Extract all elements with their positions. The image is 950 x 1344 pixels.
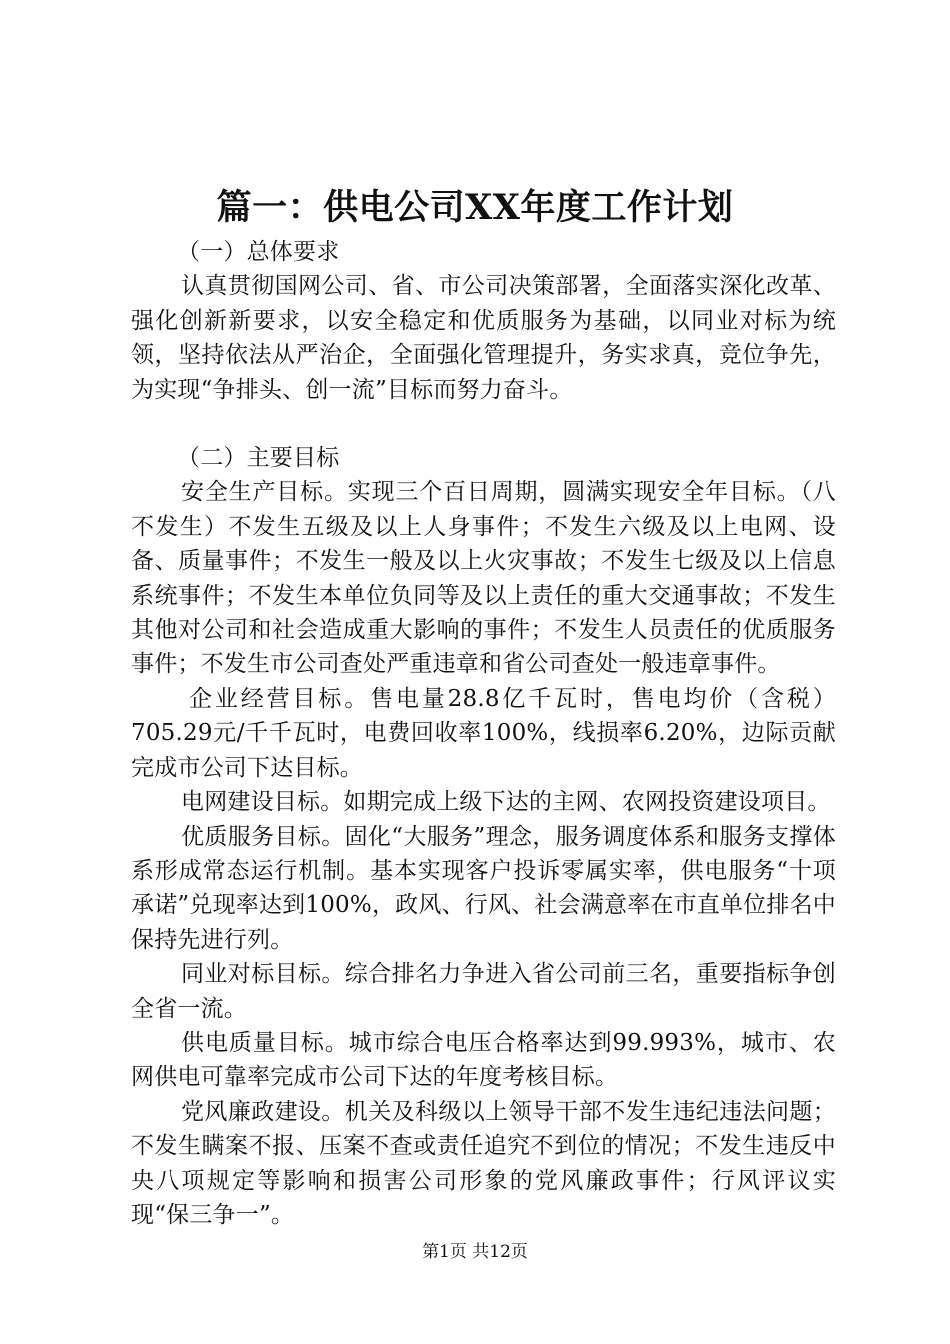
page-number-footer: 第1页 共12页 <box>422 1242 528 1262</box>
paragraph-safety-goal: 安全生产目标。实现三个百日周期，圆满实现安全年目标。（八不发生）不发生五级及以上人身事件；不发生六级及以上电网、设备、质量事件；不发生一般及以上火灾事故；不发生七级及以上信息系统事件；不发生本单位负同等及以上责任的重大交通事故；不发生其他对公司和社会造成重大影响的事件；不发生人员责任的优质服务事件；不发生市公司查处严重违章和省公司查处一般违章事件。 <box>131 479 836 678</box>
paragraph-service-goal: 优质服务目标。固化“大服务”理念，服务调度体系和服务支撑体系形成常态运行机制。基本实现客户投诉零属实率，供电服务“十项承诺”兑现率达到100%，政风、行风、社会满意率在市直单位排名中保持先进行列。 <box>131 823 836 953</box>
section-heading-general: （一）总体要求 <box>177 239 340 265</box>
paragraph-business-goal: 企业经营目标。售电量28.8亿千瓦时，售电均价（含税）705.29元/千千瓦时，电费回收率100%，线损率6.20%，边际贡献完成市公司下达目标。 <box>131 685 836 781</box>
section-heading-goals: （二）主要目标 <box>177 445 340 472</box>
paragraph-quality-goal: 供电质量目标。城市综合电压合格率达到99.993%，城市、农网供电可靠率完成市公司下达的年度考核目标。 <box>131 1029 836 1091</box>
paragraph-grid-goal: 电网建设目标。如期完成上级下达的主网、农网投资建设项目。 <box>181 789 831 816</box>
paragraph-spacer <box>131 407 836 441</box>
paragraph-benchmark-goal: 同业对标目标。综合排名力争进入省公司前三名，重要指标争创全省一流。 <box>131 961 836 1022</box>
paragraph-integrity-goal: 党风廉政建设。机关及科级以上领导干部不发生违纪违法问题；不发生瞒案不报、压案不查或责任追究不到位的情况；不发生违反中央八项规定等影响和损害公司形象的党风廉政事件；行风评议实现“保三争一”。 <box>131 1098 836 1228</box>
paragraph-general-requirements: 认真贯彻国网公司、省、市公司决策部署，全面落实深化改革、强化创新新要求，以安全稳定和优质服务为基础，以同业对标为统领，坚持依法从严治企，全面强化管理提升，务实求真，竞位争先，为实现“争排头、创一流”目标而努力奋斗。 <box>131 273 836 403</box>
document-body <box>131 235 836 1232</box>
document-title: 篇一：供电公司XX年度工作计划 <box>216 187 734 228</box>
